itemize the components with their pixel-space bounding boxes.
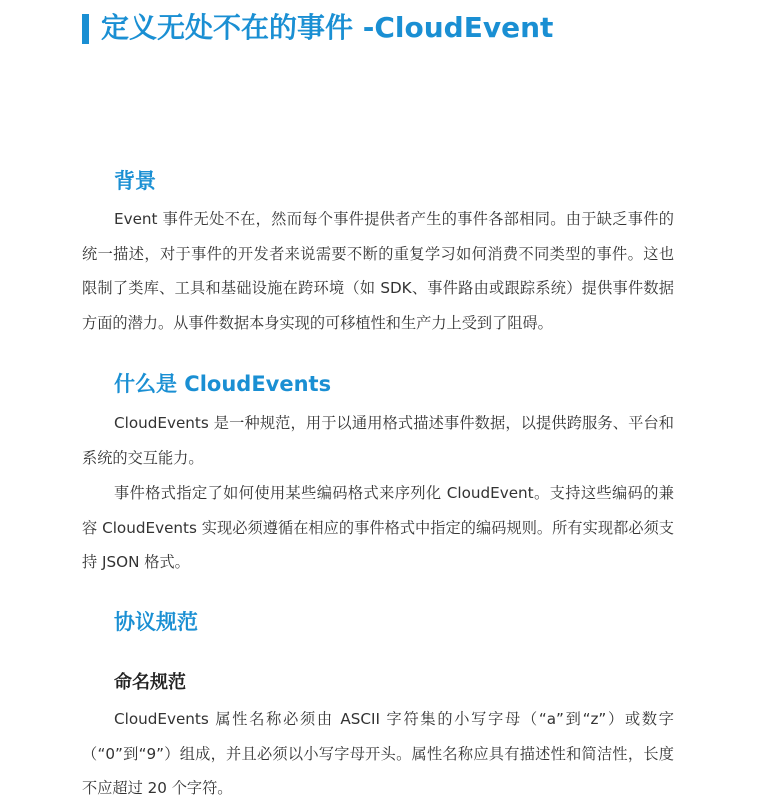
what-is-paragraph-1: CloudEvents 是一种规范，用于以通用格式描述事件数据，以提供跨服务、平台和系统的交互能力。 — [82, 414, 674, 467]
background-paragraph: Event 事件无处不在，然而每个事件提供者产生的事件各部相同。由于缺乏事件的统一描述，对于事件的开发者来说需要不断的重复学习如何消费不同类型的事件。这也限制了类库、工具和基础设施在跨环境（如 SDK、事件路由或跟踪系统）提供事件数据方面的潜力。从事件数据本身实现的可移植性和生产力上受到了阻碍。 — [82, 210, 674, 332]
section-heading-background: 背景 — [114, 169, 156, 193]
naming-convention-paragraph: CloudEvents 属性名称必须由 ASCII 字符集的小写字母（“a”到“z”）或数字（“0”到“9”）组成，并且必须以小写字母开头。属性名称应具有描述性和简洁性，长度不应超过 20 个字符。 — [82, 710, 674, 797]
section-heading-what-is-cloudevents: 什么是 CloudEvents — [114, 372, 332, 396]
sub-heading-naming-convention: 命名规范 — [114, 672, 186, 693]
page-title: 定义无处不在的事件 -CloudEvent — [101, 11, 554, 44]
title-accent-bar — [82, 14, 89, 44]
section-heading-protocol-spec: 协议规范 — [114, 610, 198, 634]
what-is-paragraph-2: 事件格式指定了如何使用某些编码格式来序列化 CloudEvent。支持这些编码的兼容 CloudEvents 实现必须遵循在相应的事件格式中指定的编码规则。所有实现都必须支持 JSON 格式。 — [82, 484, 674, 571]
